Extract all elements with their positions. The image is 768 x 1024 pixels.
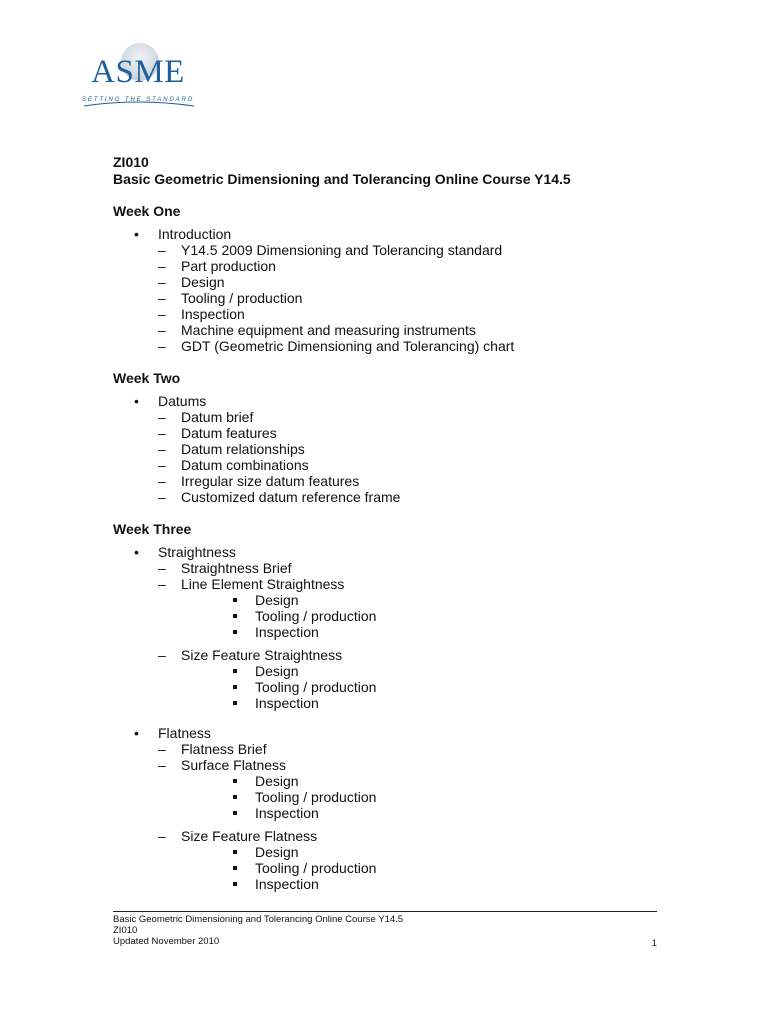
detail-item	[136, 624, 673, 640]
subtopic-item	[113, 473, 673, 489]
subtopic-item	[113, 322, 673, 338]
subtopic-item	[113, 457, 673, 473]
dash-icon: –	[158, 258, 166, 274]
dash-icon: –	[158, 741, 166, 757]
dash-icon: –	[158, 647, 166, 663]
subtopic-label: Design	[181, 274, 225, 290]
detail-item	[136, 805, 673, 821]
topic-label: Flatness	[158, 725, 211, 741]
dash-icon: –	[158, 290, 166, 306]
bullet-icon: •	[134, 725, 139, 741]
logo-tagline: SETTING THE STANDARD	[81, 96, 195, 103]
course-title: Basic Geometric Dimensioning and Tolerancing Online Course Y14.5	[113, 171, 571, 187]
syllabus-content	[113, 154, 673, 892]
dash-icon: –	[158, 322, 166, 338]
dash-icon: –	[158, 576, 166, 592]
subtopic-label: Y14.5 2009 Dimensioning and Tolerancing standard	[181, 242, 503, 258]
dash-icon: –	[158, 338, 166, 354]
detail-list	[181, 773, 673, 821]
detail-label: Tooling / production	[255, 789, 377, 805]
bullet-icon: •	[134, 393, 139, 409]
dash-icon: –	[158, 274, 166, 290]
subtopic-item	[113, 306, 673, 322]
detail-item	[136, 592, 673, 608]
subtopic-item	[113, 576, 673, 640]
detail-list	[181, 663, 673, 711]
detail-label: Inspection	[255, 624, 319, 640]
detail-item	[136, 844, 673, 860]
detail-label: Inspection	[255, 805, 319, 821]
subtopic-label: Datum features	[181, 425, 277, 441]
detail-item	[136, 679, 673, 695]
subtopic-label: Customized datum reference frame	[181, 489, 401, 505]
dash-icon: –	[158, 757, 166, 773]
subtopic-label: Datum brief	[181, 409, 254, 425]
square-bullet-icon	[233, 866, 237, 870]
course-code: ZI010	[113, 154, 149, 170]
topic-list	[113, 393, 673, 505]
subtopic-item	[113, 425, 673, 441]
subtopic-item	[113, 441, 673, 457]
detail-item	[136, 695, 673, 711]
subtopic-label: Size Feature Straightness	[181, 647, 343, 663]
topic-label: Datums	[158, 393, 207, 409]
dash-icon: –	[158, 409, 166, 425]
square-bullet-icon	[233, 701, 237, 705]
dash-icon: –	[158, 560, 166, 576]
subtopic-label: Irregular size datum features	[181, 473, 360, 489]
footer-course-code: ZI010	[113, 925, 138, 936]
detail-item	[136, 789, 673, 805]
topic-item	[113, 725, 673, 892]
topic-item	[113, 544, 673, 711]
footer-course-title: Basic Geometric Dimensioning and Tolerancing Online Course Y14.5	[113, 914, 404, 925]
topic-list	[113, 544, 673, 892]
square-bullet-icon	[233, 669, 237, 673]
square-bullet-icon	[233, 598, 237, 602]
topic-list	[113, 226, 673, 354]
page-number: 1	[651, 938, 657, 949]
subtopic-item	[113, 489, 673, 505]
detail-item	[136, 663, 673, 679]
logo-wordmark: ASME	[91, 54, 185, 90]
subtopic-item	[113, 258, 673, 274]
dash-icon: –	[158, 473, 166, 489]
topic-label: Straightness	[158, 544, 236, 560]
topic-label: Introduction	[158, 226, 232, 242]
subtopic-list	[158, 560, 673, 711]
detail-label: Inspection	[255, 876, 319, 892]
dash-icon: –	[158, 828, 166, 844]
week-heading: Week Two	[113, 370, 181, 386]
square-bullet-icon	[233, 685, 237, 689]
subtopic-item	[113, 647, 673, 711]
dash-icon: –	[158, 489, 166, 505]
subtopic-label: GDT (Geometric Dimensioning and Tolerancing) chart	[181, 338, 515, 354]
square-bullet-icon	[233, 882, 237, 886]
page-footer	[113, 911, 657, 947]
subtopic-label: Line Element Straightness	[181, 576, 345, 592]
square-bullet-icon	[233, 779, 237, 783]
subtopic-label: Machine equipment and measuring instruments	[181, 322, 476, 338]
subtopic-list	[158, 741, 673, 892]
subtopic-label: Flatness Brief	[181, 741, 267, 757]
subtopic-list	[158, 409, 673, 505]
subtopic-item	[113, 338, 673, 354]
subtopic-label: Tooling / production	[181, 290, 303, 306]
asme-logo	[78, 40, 198, 114]
week-heading: Week One	[113, 203, 181, 219]
square-bullet-icon	[233, 630, 237, 634]
detail-item	[136, 876, 673, 892]
detail-list	[181, 592, 673, 640]
detail-label: Design	[255, 773, 299, 789]
dash-icon: –	[158, 441, 166, 457]
detail-label: Design	[255, 592, 299, 608]
topic-item	[113, 226, 673, 354]
square-bullet-icon	[233, 811, 237, 815]
bullet-icon: •	[134, 226, 139, 242]
detail-label: Design	[255, 844, 299, 860]
subtopic-list	[158, 242, 673, 354]
subtopic-label: Surface Flatness	[181, 757, 287, 773]
detail-label: Inspection	[255, 695, 319, 711]
subtopic-item	[113, 242, 673, 258]
subtopic-label: Datum relationships	[181, 441, 305, 457]
square-bullet-icon	[233, 614, 237, 618]
detail-label: Tooling / production	[255, 679, 377, 695]
subtopic-item	[113, 274, 673, 290]
detail-item	[136, 860, 673, 876]
dash-icon: –	[158, 425, 166, 441]
detail-label: Tooling / production	[255, 860, 377, 876]
subtopic-label: Straightness Brief	[181, 560, 292, 576]
subtopic-item	[113, 757, 673, 821]
subtopic-label: Part production	[181, 258, 276, 274]
footer-updated-date: Updated November 2010	[113, 936, 220, 947]
square-bullet-icon	[233, 795, 237, 799]
subtopic-item	[113, 741, 673, 757]
subtopic-item	[113, 828, 673, 892]
topic-item	[113, 393, 673, 505]
subtopic-label: Inspection	[181, 306, 245, 322]
detail-list	[181, 844, 673, 892]
subtopic-item	[113, 560, 673, 576]
subtopic-label: Size Feature Flatness	[181, 828, 318, 844]
detail-item	[136, 773, 673, 789]
dash-icon: –	[158, 306, 166, 322]
dash-icon: –	[158, 242, 166, 258]
week-heading: Week Three	[113, 521, 192, 537]
detail-label: Design	[255, 663, 299, 679]
square-bullet-icon	[233, 850, 237, 854]
detail-label: Tooling / production	[255, 608, 377, 624]
subtopic-label: Datum combinations	[181, 457, 309, 473]
subtopic-item	[113, 290, 673, 306]
detail-item	[136, 608, 673, 624]
bullet-icon: •	[134, 544, 139, 560]
subtopic-item	[113, 409, 673, 425]
dash-icon: –	[158, 457, 166, 473]
